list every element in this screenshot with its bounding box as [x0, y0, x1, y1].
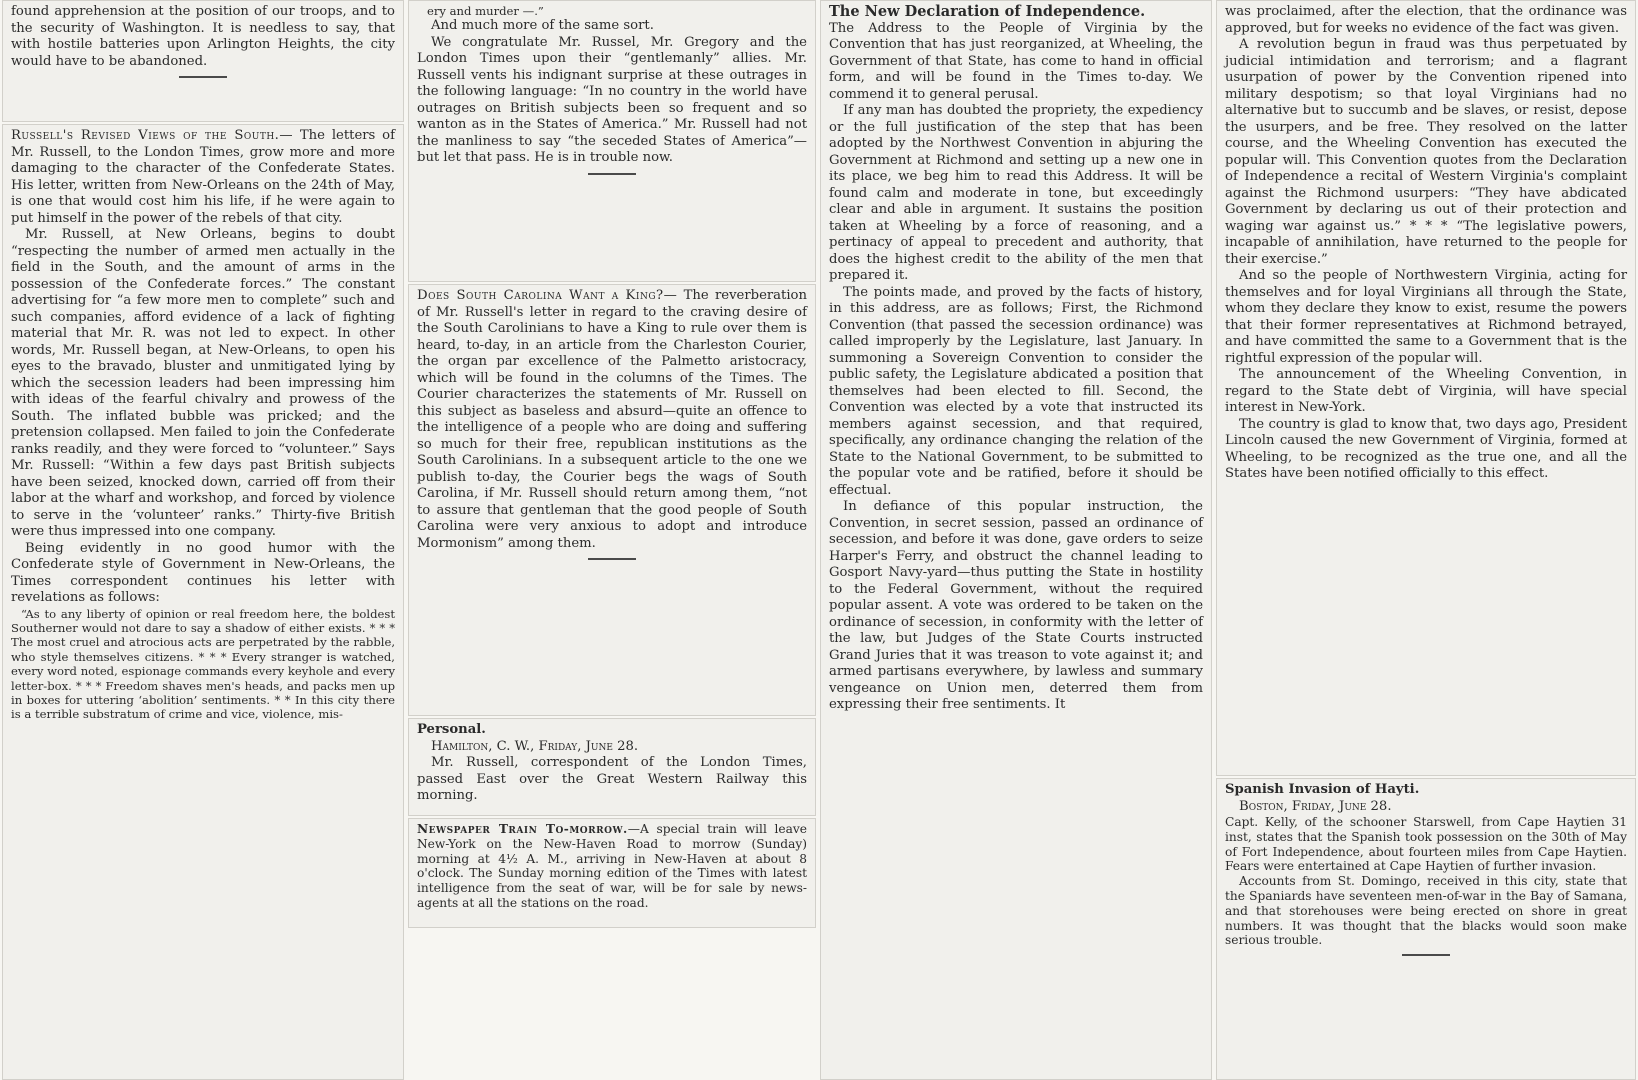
declaration-p2: If any man has doubted the propriety, the expediency or the full justification of the step that has been adopted by the Northwest Convention in abjuring the Government at Richmond and setting up a new one in its place, we beg him to read this Address. It will be found calm and moderate in tone, but exceedingly clear and able in argument. It sustains the position taken at Wheeling by a force of reasoning, and a pertinacy of appeal to precedent and authority, that does the highest credit to the ability of the men that prepared it.	[829, 103, 1203, 283]
carolina-heading: Does South Carolina Want a King?—	[417, 288, 678, 303]
washington-fragment: found apprehension at the position of our troops, and to the security of Washington. It is needless to say, that with hostile batteries upon Arlington Heights, the city would have to be abandoned.	[11, 4, 395, 69]
russell-p1: The letters of Mr. Russell, to the London Times, grow more and more damaging to the character of the Confederate States. His letter, written from New-Orleans on the 24th of May, is one that would cost him his life, if he were again to put himself in the power of the rebels of that city.	[11, 128, 395, 226]
russell-p2: Mr. Russell, at New Orleans, begins to doubt “respecting the number of armed men actually in the field in the South, and the amount of arms in the possession of the Confederate forces.” The constant advertising for “a few more men to complete” such and such companies, afford evidence of a lack of fighting material that Mr. R. was not led to expect. In other words, Mr. Russell began, at New-Orleans, to open his eyes to the bravado, bluster and unmitigated lying by which the secession leaders had been impressing him with ideas of the fearful chivalry and prowess of the South. The inflated bubble was pricked; and the pretension collapsed. Men failed to join the Confederate ranks readily, and they were forced to “volunteer.” Says Mr. Russell: “Within a few days past British subjects have been seized, knocked down, carried off from their labor at the wharf and workshop, and forced by violence to serve in the ‘volunteer’ ranks.” Thirty-five British were thus impressed into one company.	[11, 227, 395, 539]
col4-p5: The country is glad to know that, two days ago, President Lincoln caused the new Government of Virginia, formed at Wheeling, to be recognized as the true one, and all the States have been notified officially to this effect.	[1225, 416, 1627, 481]
declaration-p3: The points made, and proved by the facts of history, in this address, are as follows; First, the Richmond Convention (that passed the secession ordinance) was called improperly by the Legislature, last January. In summoning a Sovereign Convention to consider the public safety, the Legislature abdicated a position that themselves had been elected to fill. Second, the Convention was elected by a vote that instructed its members against secession, and that required, specifically, any ordinance changing the relation of the State to the National Government, to be submitted to the popular vote and be ratified, before it should be effectual.	[829, 284, 1203, 498]
clipping-washington	[2, 0, 404, 122]
train-heading: Newspaper Train To-morrow.	[417, 822, 628, 836]
clipping-russell	[2, 124, 404, 1080]
declaration-p4: In defiance of this popular instruction, the Convention, in secret session, passed an ordinance of secession, and before it was done, gave orders to seize Harper's Ferry, and obstruct the channel leading to Gosport Navy-yard—thus putting the State in hostility to the Federal Government, without the required popular assent. A vote was ordered to be taken on the ordinance of secession, in conformity with the letter of the law, but Judges of the State Courts instructed Grand Juries that it was treason to vote against it; and armed partisans everywhere, by lawless and summary vengeance on Union men, deterred them from expressing their free sentiments. It	[829, 499, 1203, 712]
hayti-p1: Capt. Kelly, of the schooner Starswell, from Cape Haytien 31 inst, states that the Spanish took possession on the 30th of May of Fort Independence, about fourteen miles from Cape Haytien. Fears were entertained at Cape Haytien of further invasion.	[1225, 815, 1627, 874]
col4-p3: And so the people of Northwestern Virginia, acting for themselves and for loyal Virginians all through the State, whom they declare they know to exist, resume the powers that their former representatives at Richmond betrayed, and have committed the same to a Government that is the rightful expression of the popular will.	[1225, 268, 1627, 366]
col4-p1: was proclaimed, after the election, that the ordinance was approved, but for weeks no evidence of the fact was given.	[1225, 4, 1627, 36]
column-1	[2, 0, 404, 1080]
russell-quote: “As to any liberty of opinion or real freedom here, the boldest Southerner would not dare to say a shadow of either exists. * * * The most cruel and atrocious acts are perpetrated by the rabble, who style themselves citizens. * * * Every stranger is watched, every word noted, espionage commands every keyhole and every letter-box. * * * Freedom shaves men's heads, and packs men up in boxes for uttering ‘abolition’ sentiments. * * In this city there is a terrible substratum of crime and vice, violence, mis-	[11, 606, 395, 722]
personal-p1: Mr. Russell, correspondent of the London Times, passed East over the Great Western Railway this morning.	[417, 755, 807, 803]
col4-p2: A revolution begun in fraud was thus perpetuated by judicial intimidation and terrorism; and a flagrant usurpation of power by the Convention ripened into military despotism; so that loyal Virginians had no alternative but to succumb and be slaves, or resist, depose the usurpers, and be free. They resolved on the latter course, and the Wheeling Convention has executed the popular will. This Convention quotes from the Declaration of Independence a recital of Western Virginia's complaint against the Richmond usurpers: “They have abdicated Government by declaring us out of their protection and waging war against us.” * * * “The legislative powers, incapable of annihilation, have returned to the people for their exercise.”	[1225, 37, 1627, 267]
separator-rule	[1402, 954, 1450, 956]
train-p1: —A special train will leave New-York on the New-Haven Road to morrow (Sunday) morning at 4½ A. M., arriving in New-Haven at about 8 o'clock. The Sunday morning edition of the Times with latest intelligence from the seat of war, will be for sale by news-agents at all the stations on the road.	[417, 822, 807, 910]
hayti-title: Spanish Invasion of Hayti.	[1225, 782, 1420, 797]
separator-rule	[588, 558, 636, 560]
continued-quote: ery and murder —.”	[427, 4, 544, 18]
column-2	[408, 0, 816, 1080]
clipping-russell-continued	[408, 0, 816, 282]
personal-dateline: Hamilton, C. W., Friday, June 28.	[431, 738, 639, 754]
continued-p2: We congratulate Mr. Russel, Mr. Gregory and the London Times upon their “gentlemanly” allies. Mr. Russell vents his indignant surprise at these outrages in the following language: “In no country in the world have outrages on British subjects been so frequent and so wanton as in the States of America.” Mr. Russell had not the manliness to say “the seceded States of America”—but let that pass. He is in trouble now.	[417, 34, 807, 166]
clipping-declaration	[820, 0, 1212, 1080]
personal-title: Personal.	[417, 722, 486, 737]
clipping-declaration-continued	[1216, 0, 1636, 776]
separator-rule	[179, 76, 227, 78]
declaration-title: The New Declaration of Independence.	[829, 3, 1146, 20]
russell-heading: Russell's Revised Views of the South.—	[11, 128, 294, 143]
carolina-p1: The reverberation of Mr. Russell's letter in regard to the craving desire of the South Carolinians to have a King to rule over them is heard, to-day, in an article from the Charleston Courier, the organ par excellence of the Palmetto aristocracy, which will be found in the columns of the Times. The Courier characterizes the statements of Mr. Russell on this subject as baseless and absurd—quite an offence to the intelligence of a people who are doing and suffering so much for their free, republican institutions as the South Carolinians. In a subsequent article to the one we publish to-day, the Courier begs the wags of South Carolina, if Mr. Russell should return among them, “not to assure that gentleman that the good people of South Carolina were very anxious to adopt and introduce Mormonism” among them.	[417, 288, 807, 551]
russell-p3: Being evidently in no good humor with the Confederate style of Government in New-Orleans, the Times correspondent continues his letter with revelations as follows:	[11, 540, 395, 605]
separator-rule	[588, 173, 636, 175]
russell-intro	[11, 128, 395, 227]
clipping-personal	[408, 718, 816, 816]
clipping-newspaper-train	[408, 818, 816, 928]
column-3	[820, 0, 1212, 1080]
declaration-p1: The Address to the People of Virginia by the Convention that has just reorganized, at Wheeling, the Government of that State, has come to hand in official form, and will be found in the Times to-day. We commend it to general perusal.	[829, 20, 1203, 102]
col4-p4: The announcement of the Wheeling Convention, in regard to the State debt of Virginia, will have special interest in New-York.	[1225, 367, 1627, 415]
train-body	[417, 822, 807, 911]
continued-p1: And much more of the same sort.	[431, 18, 654, 34]
column-4	[1216, 0, 1636, 1080]
hayti-dateline: Boston, Friday, June 28.	[1239, 798, 1392, 814]
hayti-p2: Accounts from St. Domingo, received in this city, state that the Spaniards have seventeen men-of-war in the Bay of Samana, and that storehouses were being erected on shore in great numbers. It was thought that the blacks would soon make serious trouble.	[1225, 874, 1627, 948]
clipping-south-carolina	[408, 284, 816, 716]
clipping-hayti	[1216, 778, 1636, 1080]
carolina-body	[417, 288, 807, 552]
